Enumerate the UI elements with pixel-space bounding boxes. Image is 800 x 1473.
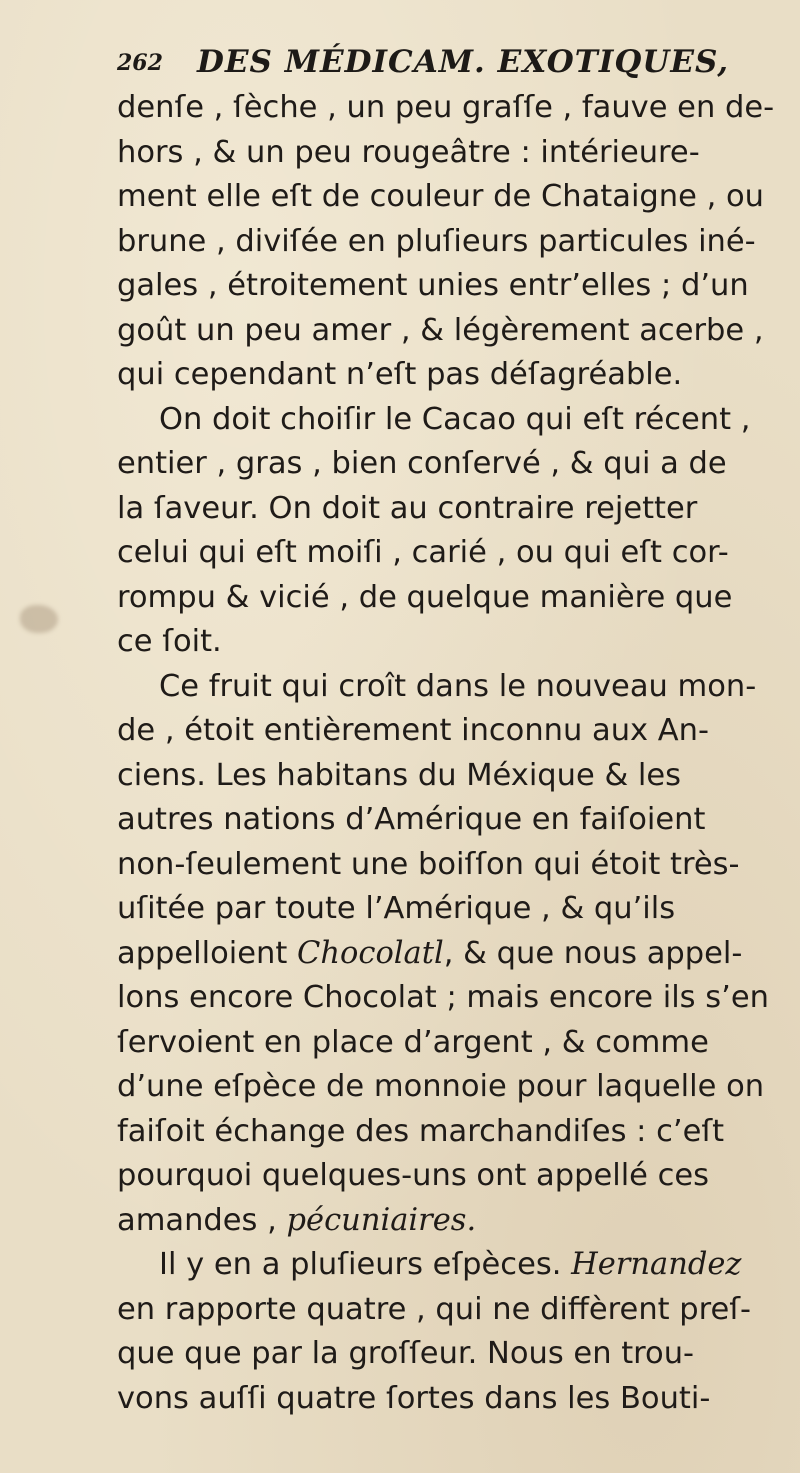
text-line: vons auſſi quatre ſortes dans les Bouti- xyxy=(117,1380,711,1416)
text-line: rompu & vicié , de quelque manière que xyxy=(117,579,733,615)
text-line: qui cependant n’eſt pas déſagréable. xyxy=(117,357,683,392)
text-line: celui qui eſt moiſi , carié , ou qui eſt cor- xyxy=(117,535,729,570)
text-line: hors , & un peu rougeâtre : intérieure- xyxy=(117,134,700,170)
line-segment: amandes , xyxy=(117,1202,277,1238)
text-line: ſervoient en place d’argent , & comme xyxy=(117,1024,709,1060)
page-header xyxy=(117,40,797,92)
line-segment: , & que nous appel- xyxy=(443,935,743,971)
paragraph-start-line xyxy=(117,1243,777,1288)
text-line: faiſoit échange des marchandiſes : c’eſt xyxy=(117,1113,725,1149)
text-line: pourquoi quelques-uns ont appellé ces xyxy=(117,1158,710,1193)
text-line: que que par la groſſeur. Nous en trou- xyxy=(117,1336,695,1371)
text-line: ce ſoit. xyxy=(117,624,222,659)
text-line: lons encore Chocolat ; mais encore ils s’en xyxy=(117,980,769,1015)
body-text xyxy=(117,86,777,1421)
text-line-with-italic xyxy=(117,1199,777,1244)
line-segment: Il y en a pluſieurs eſpèces. xyxy=(159,1247,562,1282)
italic-word-chocolatl: Chocolatl xyxy=(297,935,444,971)
text-line: la ſaveur. On doit au contraire rejetter xyxy=(117,490,698,526)
text-line: de , étoit entièrement inconnu aux An- xyxy=(117,713,709,748)
running-title: DES MÉDICAM. EXOTIQUES, xyxy=(197,44,730,80)
line-segment: appelloient xyxy=(117,935,288,971)
text-line: ciens. Les habitans du Méxique & les xyxy=(117,757,682,793)
text-line: gales , étroitement unies entr’elles ; d’un xyxy=(117,268,749,303)
italic-name-hernandez: Hernandez xyxy=(571,1247,742,1282)
text-line-with-italic xyxy=(117,932,777,977)
text-line: uſitée par toute l’Amérique , & qu’ils xyxy=(117,891,676,926)
page-stain xyxy=(20,605,58,633)
text-line: autres nations d’Amérique en faiſoient xyxy=(117,802,706,837)
text-line: ment elle eſt de couleur de Chataigne , ou xyxy=(117,179,764,214)
italic-word-pecuniaires: pécuniaires. xyxy=(286,1202,477,1238)
text-line: en rapporte quatre , qui ne diffèrent preſ- xyxy=(117,1291,752,1327)
paragraph-start-line: Ce fruit qui croît dans le nouveau mon- xyxy=(159,668,757,704)
text-line: non-ſeulement une boiſſon qui étoit très- xyxy=(117,846,740,882)
paragraph-start-line: On doit choiſir le Cacao qui eſt récent , xyxy=(159,401,751,437)
text-line: denſe , ſèche , un peu graſſe , fauve en de- xyxy=(117,90,775,125)
text-line: d’une eſpèce de monnoie pour laquelle on xyxy=(117,1069,765,1104)
text-line: brune , diviſée en pluſieurs particules iné- xyxy=(117,223,756,259)
text-line: goût un peu amer , & légèrement acerbe , xyxy=(117,312,764,348)
text-line: entier , gras , bien conſervé , & qui a de xyxy=(117,446,727,481)
page-number: 262 xyxy=(117,50,163,76)
